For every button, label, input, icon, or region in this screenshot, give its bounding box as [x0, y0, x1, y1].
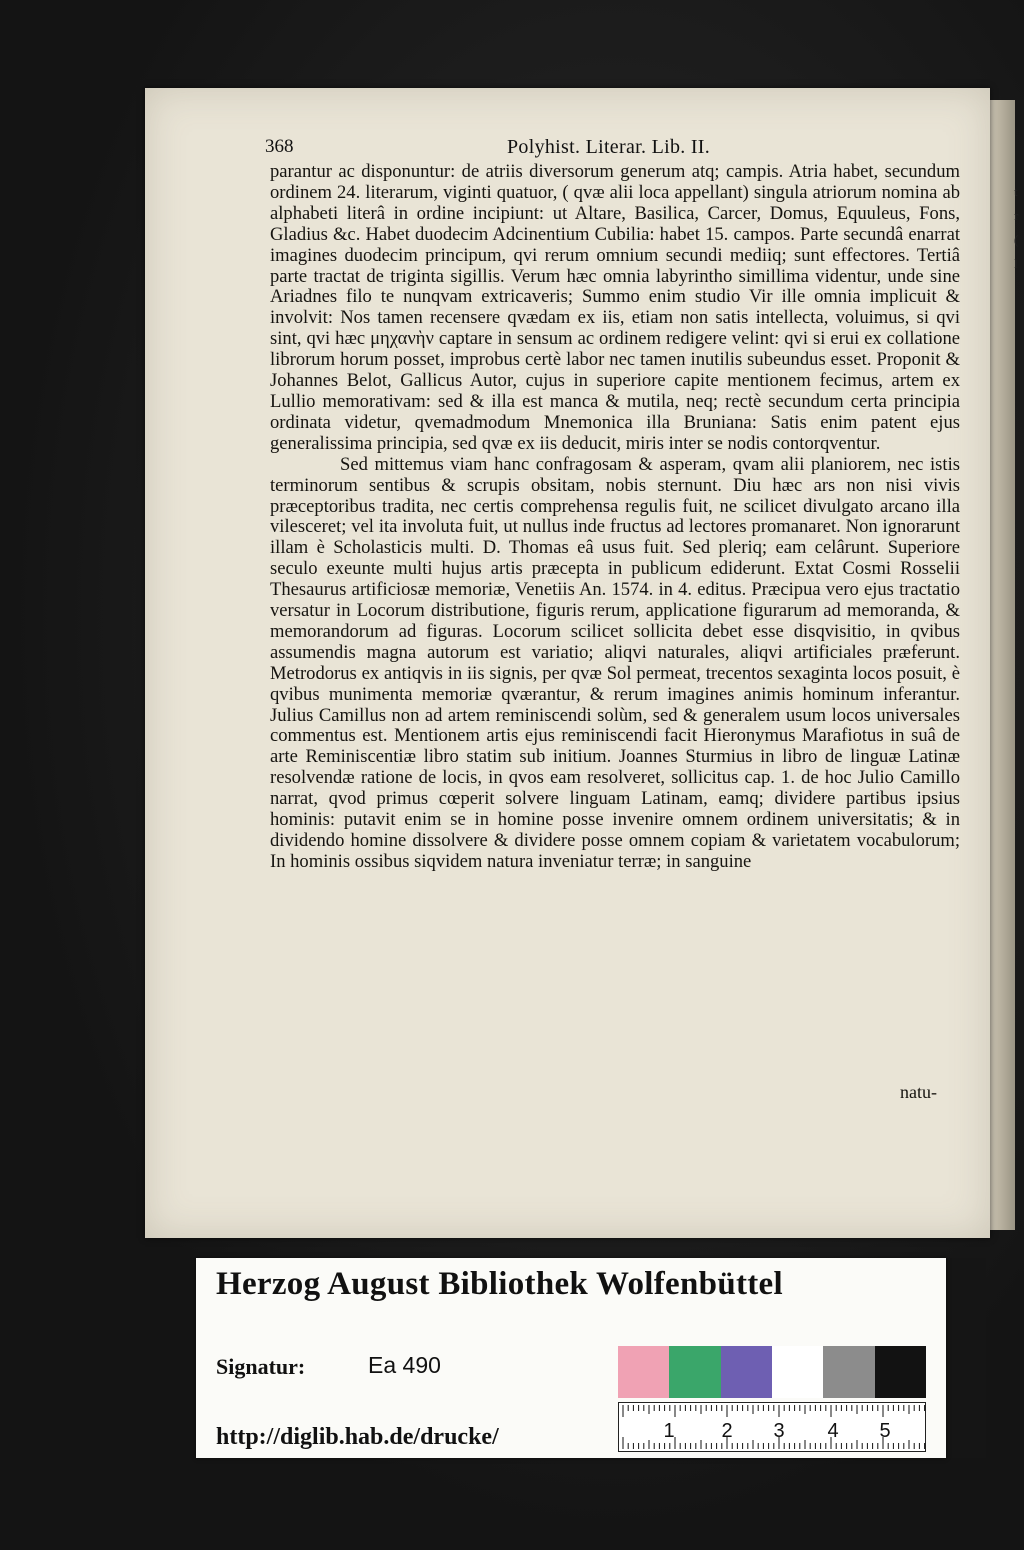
running-title: Polyhist. Literar. Lib. II.	[507, 136, 711, 158]
card-shadow	[946, 1258, 986, 1458]
edge-glyph: (	[1014, 232, 1019, 247]
library-url: http://diglib.hab.de/drucke/	[216, 1424, 499, 1450]
swatch-purple	[721, 1346, 772, 1398]
ruler-labels	[663, 1420, 890, 1442]
swatch-pink	[618, 1346, 669, 1398]
ruler-number: 4	[827, 1420, 839, 1442]
library-card	[196, 1258, 946, 1458]
swatch-black	[875, 1346, 926, 1398]
swatch-green	[669, 1346, 720, 1398]
signatur-value: Ea 490	[368, 1352, 441, 1378]
paragraph: Sed mittemus viam hanc confragosam & asperam, qvam alii planiorem, nec istis terminorum sentibus & scrupis obsitam, nobis sternunt. Diu hæc ars non nisi vivis præceptoribus tradita, nec certis comprehensa regulis fuit, ne scilicet divulgato arcano illa vilesceret; vel ita involuta fuit, ut nullus inde fructus ad lectores promanaret. Non ignorarunt illam è Scholasticis multi. D. Thomas eâ usus fuit. Sed pleriq; eam celârunt. Superiore seculo exeunte multi hujus artis præcepta in publicum ediderunt. Extat Cosmi Rosselii Thesaurus artificiosæ memoriæ, Venetiis An. 1574. in 4. editus. Præcipua vero ejus tractatio versatur in Locorum distributione, figuris rerum, applicatione figurarum ad memoranda, & memorandorum ad figuras. Locorum scilicet sollicita debet esse disqvisitio, in qvibus assumendis magna autorum est variatio; aliqvi naturales, aliqvi artificiales præferunt. Metrodorus ex antiqvis in iis signis, per qvæ Sol permeat, trecentos sexaginta locos posuit, è qvibus munimenta memoriæ qværantur, & rerum imagines animis hominum inferantur. Julius Camillus non ad artem reminiscendi solùm, sed & generalem usum locos universales commentus est. Mentionem artis ejus reminiscendi facit Hieronymus Marafiotus in suâ de arte Reminiscentiæ libro statim sub initium. Joannes Sturmius in libro de linguæ Latinæ resolvendæ ratione de locis, in qvos eam resolveret, sollicitus cap. 1. de hoc Julio Camillo narrat, qvod primus cœperit solvere linguam Latinam, eamq; dividere partibus ipsius hominis: putavit enim se in homine posse invenire omnem ordinem universitatis; & in dividendo homine dissolvere & dividere posse omnem copiam & varietatem vocabulorum; In hominis ossibus siqvidem natura inveniatur terræ; in sanguine	[270, 453, 960, 872]
paragraph: parantur ac disponuntur: de atriis diversorum generum atq; campis. Atria habet, secundum ordinem 24. literarum, viginti quatuor, ( qvæ alii loca appellant) singula atriorum nomina ab alphabeti literâ in ordine incipiunt: ut Altare, Basilica, Carcer, Domus, Equuleus, Fons, Gladius &c. Habet duodecim Adcinentium Cubilia: habet 15. campos. Parte secundâ enarrat imagines duodecim principum, qvi rerum omnium secundi mediiq; sunt effectores. Tertiâ parte tractat de triginta sigillis. Verum hæc omnia labyrintho simillima videntur, unde sine Ariadnes filo te nunqvam extricaveris; Summo enim studio Vir ille omnia implicuit & involvit: Nos tamen recensere qvædam ex iis, etiam non satis intellecta, voluimus, si qvi sint, qvi hæc μηχανὴν captare in sensum ac ordinem redigere velint: qvi si erui ex collatione librorum horum posset, improbus certè labor nec tamen inutilis subeundus esset. Proponit & Johannes Belot, Gallicus Autor, cujus in superiore capite mentionem fecimus, artem ex Lullio memorativam: sed & illa est manca & mutila, neq; rectè secundum certa principia ordinata videtur, qvemadmodum Mnemonica illa Bruniana: Satis enim patent ejus generalissima principia, sed qvæ ex iis deducit, miris inter se nodis contorqventur.	[270, 161, 960, 454]
swatch-gray	[823, 1346, 874, 1398]
facing-page-glyphs	[1014, 180, 1024, 276]
catchword: natu-	[900, 1082, 937, 1102]
body-text	[270, 162, 960, 873]
edge-glyph: r	[1014, 208, 1019, 223]
ruler-number: 5	[879, 1420, 891, 1442]
ruler-number: 1	[663, 1420, 675, 1442]
library-name: Herzog August Bibliothek Wolfenbüttel	[216, 1266, 783, 1302]
ruler-number: 2	[721, 1420, 733, 1442]
measurement-ruler	[618, 1402, 926, 1452]
edge-glyph: l	[1014, 256, 1018, 271]
ruler-graphic	[619, 1403, 925, 1451]
signatur-label: Signatur:	[216, 1354, 306, 1379]
edge-glyph: t	[1014, 184, 1018, 199]
page-number: 368	[265, 136, 294, 157]
color-swatches	[618, 1346, 926, 1398]
page-header	[265, 136, 965, 164]
ruler-number: 3	[773, 1420, 785, 1442]
swatch-white	[772, 1346, 823, 1398]
